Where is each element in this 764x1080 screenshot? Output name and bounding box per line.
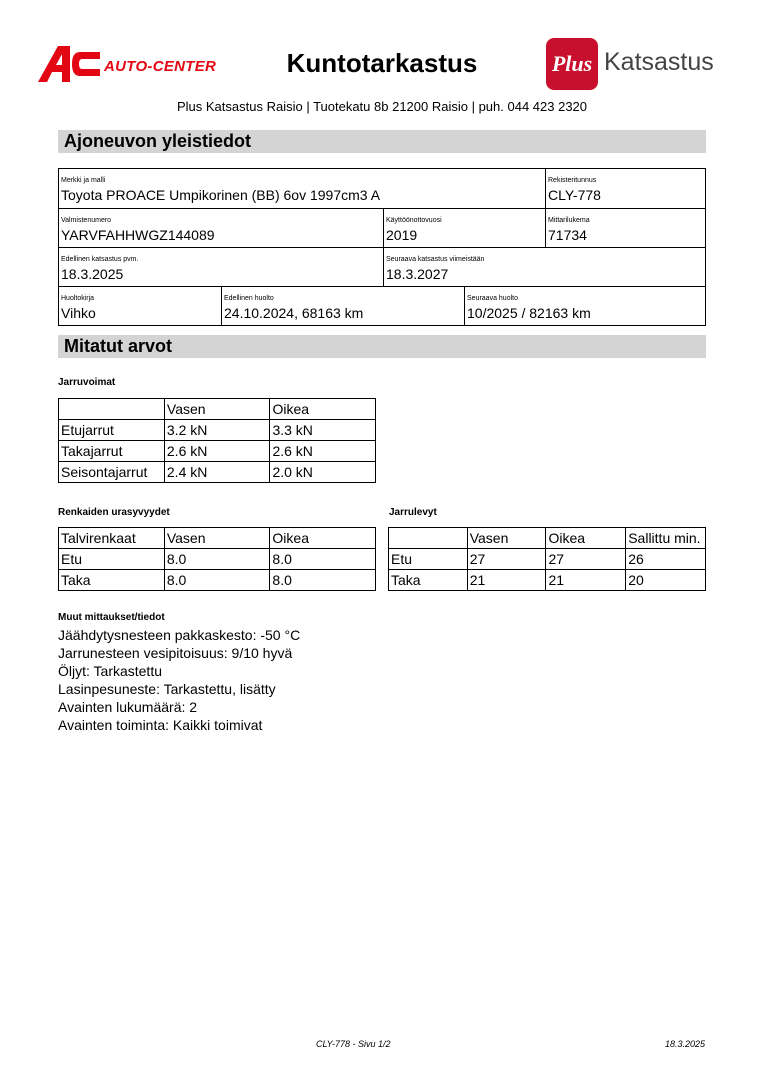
table-header-cell: Sallittu min. [626, 528, 706, 549]
table-cell: 20 [626, 570, 706, 591]
table-header-cell: Vasen [164, 528, 270, 549]
registration-label: Rekisteritunnus [548, 177, 597, 184]
table-cell: 2.6 kN [164, 441, 270, 462]
section-measured-values-title: Mitatut arvot [58, 335, 706, 358]
plus-logo-badge: Plus [546, 38, 598, 90]
next-inspection-value: 18.3.2027 [386, 266, 449, 282]
table-cell: Takajarrut [59, 441, 165, 462]
contact-line: Plus Katsastus Raisio | Tuotekatu 8b 21200 Raisio | puh. 044 423 2320 [176, 99, 588, 114]
next-service-cell [464, 287, 705, 325]
table-header-cell: Talvirenkaat [59, 528, 165, 549]
table-row [59, 549, 376, 570]
vin-value: YARVFAHHWGZ144089 [61, 227, 215, 243]
other-measurements-title: Muut mittaukset/tiedot [58, 612, 165, 623]
prev-service-value: 24.10.2024, 68163 km [224, 305, 364, 321]
next-inspection-cell [383, 248, 705, 286]
other-measurement-line: Öljyt: Tarkastettu [58, 663, 163, 679]
katsastus-logo-text: Katsastus [604, 48, 714, 76]
table-header-row [389, 528, 706, 549]
odometer-value: 71734 [548, 227, 587, 243]
table-header-cell: Oikea [270, 528, 376, 549]
odometer-label: Mittarilukema [548, 217, 590, 224]
next-inspection-label: Seuraava katsastus viimeistään [386, 256, 485, 263]
table-cell: 8.0 [270, 549, 376, 570]
brake-discs-table [388, 527, 706, 591]
table-cell: 2.6 kN [270, 441, 376, 462]
table-cell: Etujarrut [59, 420, 165, 441]
info-row [59, 208, 705, 247]
next-service-label: Seuraava huolto [467, 295, 518, 302]
table-cell: 8.0 [164, 570, 270, 591]
table-header-row [59, 399, 376, 420]
service-book-value: Vihko [61, 305, 96, 321]
registration-cell [545, 169, 705, 208]
next-service-value: 10/2025 / 82163 km [467, 305, 591, 321]
table-row [59, 420, 376, 441]
table-row [389, 570, 706, 591]
table-header-cell: Vasen [164, 399, 270, 420]
table-row [59, 570, 376, 591]
brake-forces-table [58, 398, 376, 483]
table-cell: 3.2 kN [164, 420, 270, 441]
prev-inspection-value: 18.3.2025 [61, 266, 124, 282]
table-cell: 27 [546, 549, 626, 570]
table-row [59, 441, 376, 462]
make-model-value: Toyota PROACE Umpikorinen (BB) 6ov 1997cm3 A [61, 187, 381, 203]
other-measurement-line: Lasinpesuneste: Tarkastettu, lisätty [58, 681, 276, 697]
table-cell: Seisontajarrut [59, 462, 165, 483]
footer-page-number: CLY-778 - Sivu 1/2 [316, 1039, 391, 1049]
tire-depth-title: Renkaiden urasyvyydet [58, 507, 170, 518]
table-cell: Etu [389, 549, 468, 570]
tire-depth-table [58, 527, 376, 591]
make-model-label: Merkki ja malli [61, 177, 106, 184]
table-row [389, 549, 706, 570]
document-title: Kuntotarkastus [286, 48, 478, 78]
vehicle-info-grid [58, 168, 706, 326]
info-row [59, 169, 705, 208]
service-book-cell [59, 287, 221, 325]
table-row [59, 462, 376, 483]
vin-cell [59, 209, 383, 247]
prev-service-label: Edellinen huolto [224, 295, 274, 302]
table-cell: Etu [59, 549, 165, 570]
prev-service-cell [221, 287, 464, 325]
brake-discs-title: Jarrulevyt [389, 507, 437, 518]
table-header-cell [59, 399, 165, 420]
prev-inspection-label: Edellinen katsastus pvm. [61, 256, 139, 263]
other-measurement-line: Avainten lukumäärä: 2 [58, 699, 198, 715]
table-header-cell [389, 528, 468, 549]
other-measurements-list [58, 626, 300, 734]
table-cell: 27 [467, 549, 546, 570]
table-cell: Taka [389, 570, 468, 591]
table-cell: Taka [59, 570, 165, 591]
plus-katsastus-logo [546, 38, 728, 90]
info-row [59, 286, 705, 325]
info-row [59, 247, 705, 286]
brake-forces-title: Jarruvoimat [58, 377, 116, 388]
table-cell: 8.0 [164, 549, 270, 570]
table-cell: 21 [467, 570, 546, 591]
table-cell: 21 [546, 570, 626, 591]
table-header-cell: Oikea [270, 399, 376, 420]
first-use-cell [383, 209, 545, 247]
table-cell: 2.4 kN [164, 462, 270, 483]
auto-center-logo-text: AUTO-CENTER [104, 58, 217, 75]
table-cell: 2.0 kN [270, 462, 376, 483]
make-model-cell [59, 169, 545, 208]
vin-label: Valmistenumero [61, 217, 112, 224]
table-header-cell: Oikea [546, 528, 626, 549]
table-cell: 3.3 kN [270, 420, 376, 441]
footer-date: 18.3.2025 [665, 1039, 706, 1049]
service-book-label: Huoltokirja [61, 295, 95, 302]
odometer-cell [545, 209, 705, 247]
other-measurement-line: Jarrunesteen vesipitoisuus: 9/10 hyvä [58, 645, 293, 661]
registration-value: CLY-778 [548, 187, 601, 203]
other-measurement-line: Avainten toiminta: Kaikki toimivat [58, 717, 263, 733]
prev-inspection-cell [59, 248, 383, 286]
table-cell: 8.0 [270, 570, 376, 591]
first-use-value: 2019 [386, 227, 418, 243]
first-use-label: Käyttöönottovuosi [386, 217, 442, 224]
section-vehicle-info-title: Ajoneuvon yleistiedot [58, 130, 706, 153]
table-header-row [59, 528, 376, 549]
other-measurement-line: Jäähdytysnesteen pakkaskesto: -50 °C [58, 627, 301, 643]
table-cell: 26 [626, 549, 706, 570]
table-header-cell: Vasen [467, 528, 546, 549]
